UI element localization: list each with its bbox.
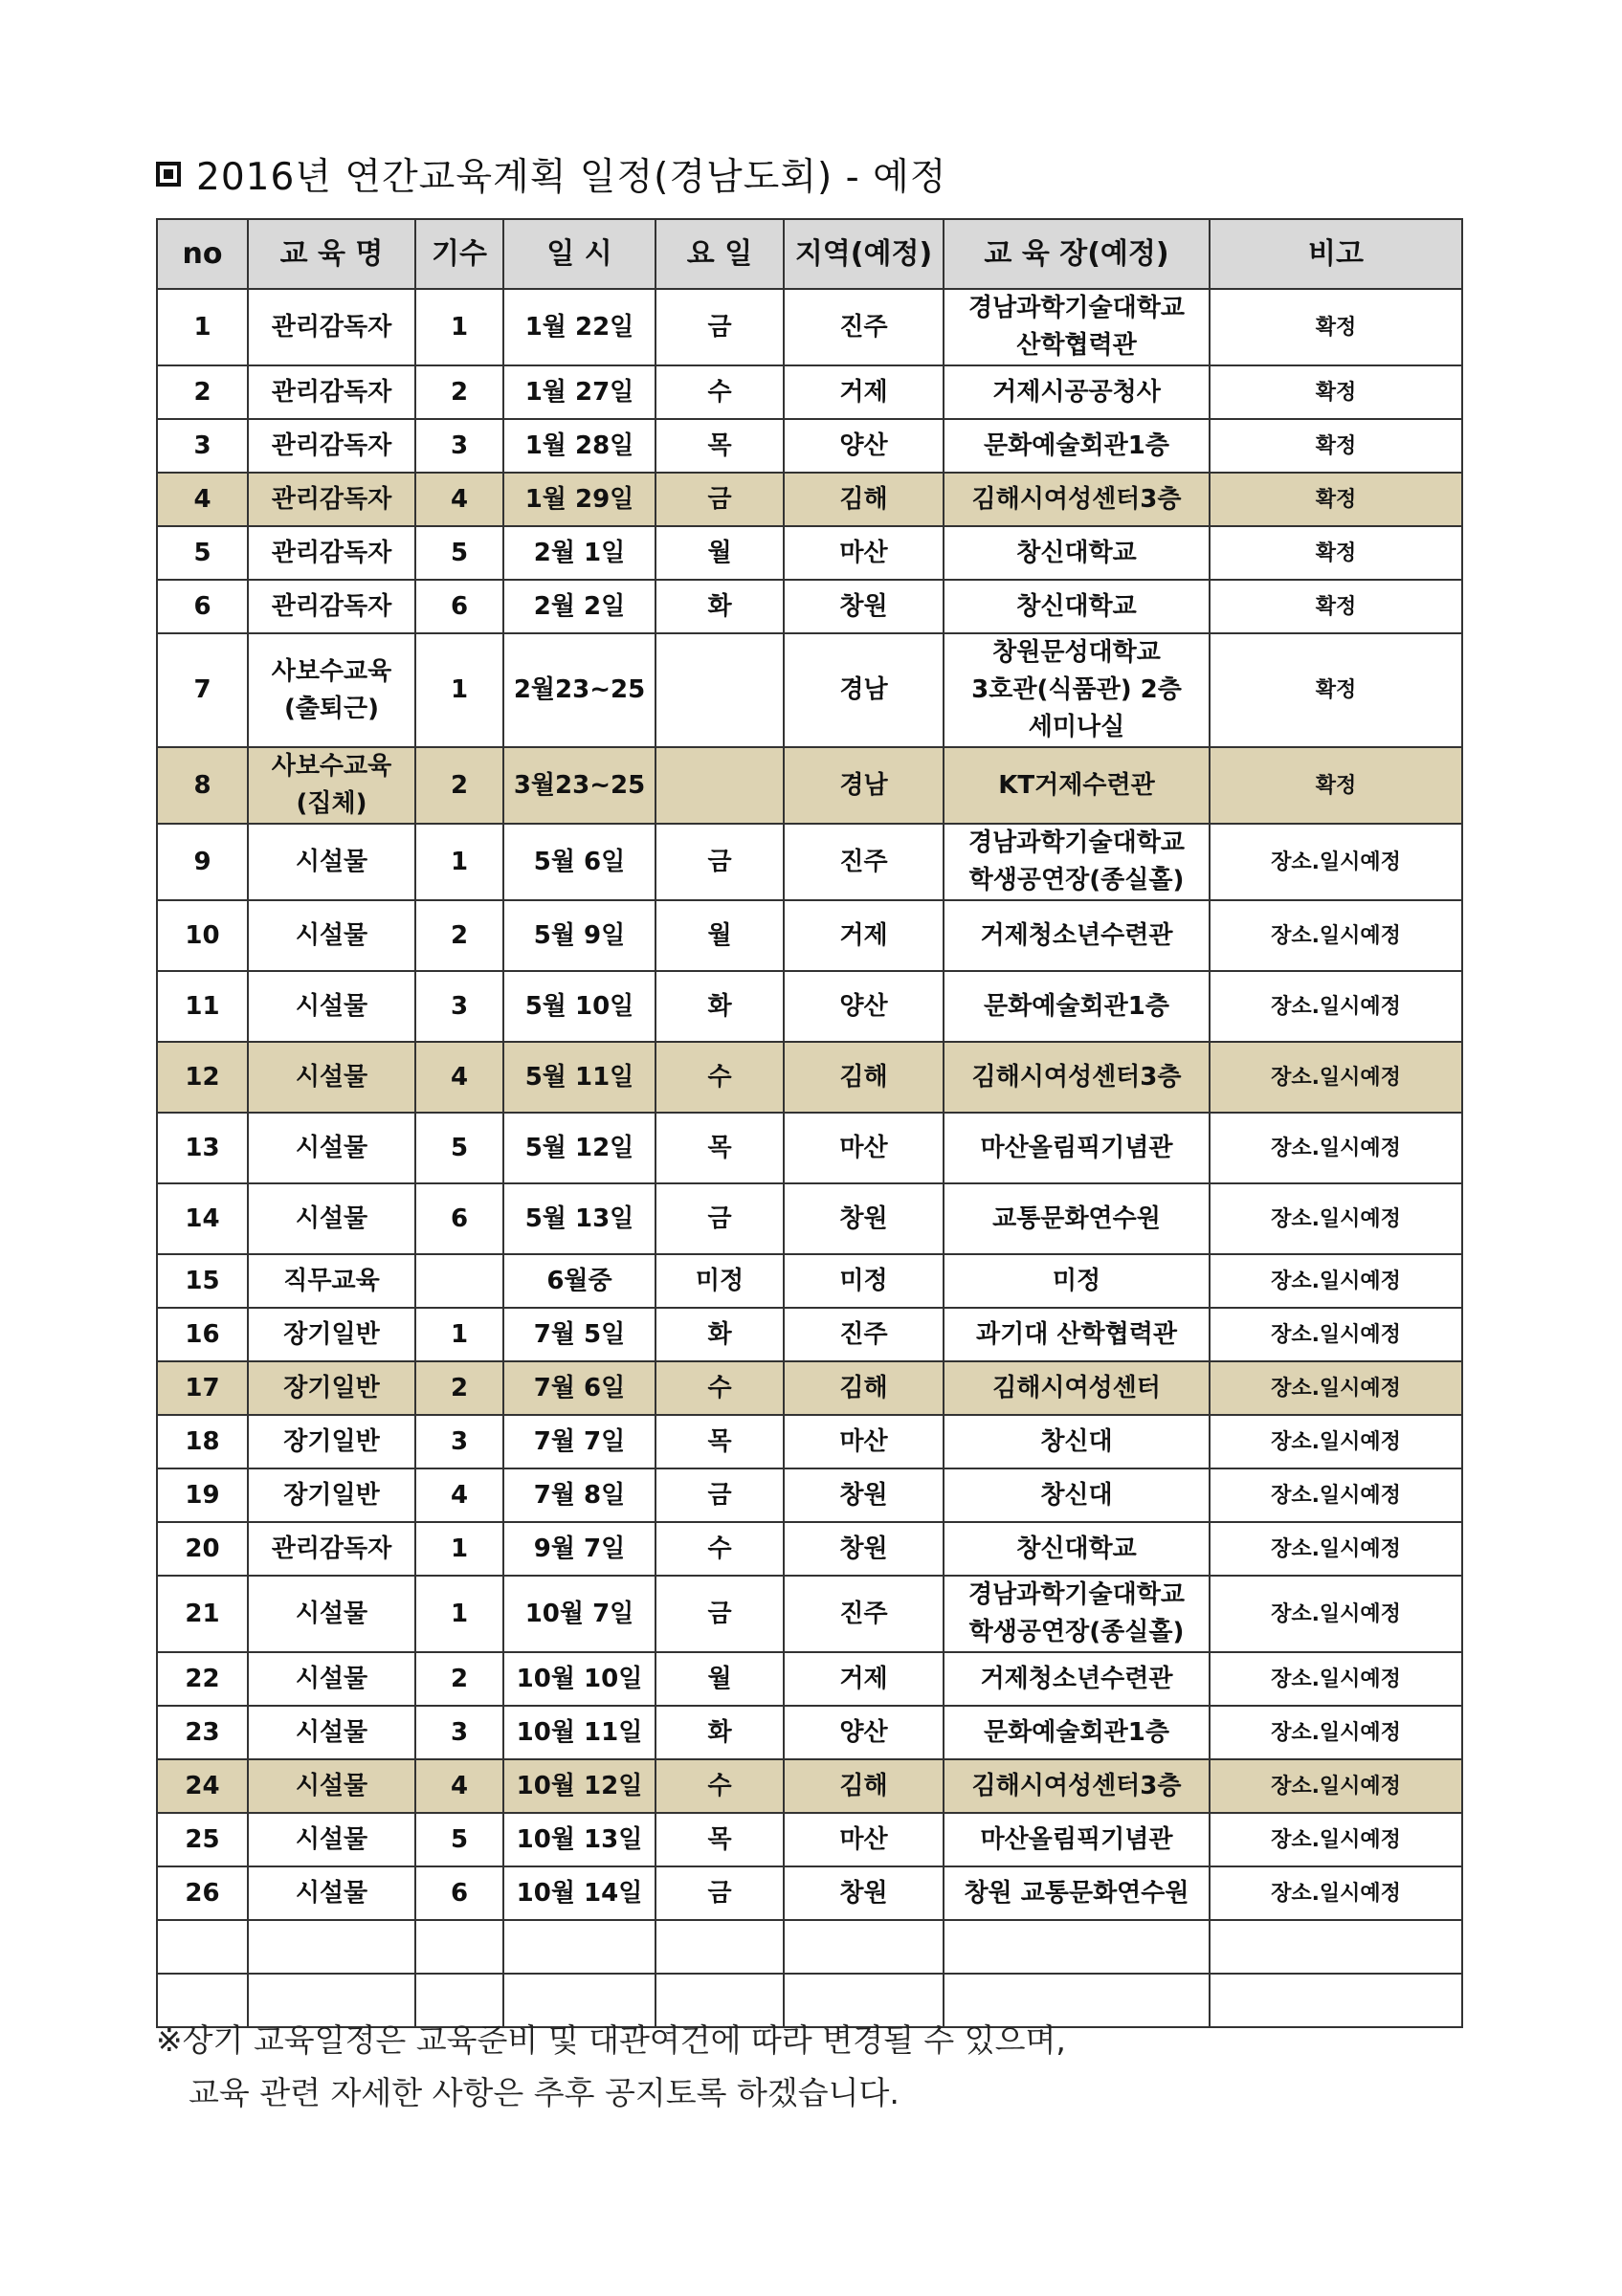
- row-region: 경남: [784, 633, 944, 747]
- row-note: 장소.일시예정: [1210, 1866, 1462, 1920]
- row-day: 금: [655, 1866, 784, 1920]
- row-no: 22: [157, 1652, 248, 1706]
- row-note: 확정: [1210, 365, 1462, 419]
- row-note: 장소.일시예정: [1210, 971, 1462, 1042]
- row-no: 2: [157, 365, 248, 419]
- row-day: 목: [655, 419, 784, 473]
- row-course-name: 장기일반: [248, 1468, 415, 1522]
- row-region: 경남: [784, 747, 944, 824]
- row-venue: 창신대학교: [944, 526, 1210, 580]
- header-venue: 교 육 장(예정): [944, 219, 1210, 289]
- row-note: 장소.일시예정: [1210, 1706, 1462, 1759]
- header-region: 지역(예정): [784, 219, 944, 289]
- page-title-text: 2016년 연간교육계획 일정(경남도회) - 예정: [196, 156, 947, 199]
- row-date: 3월23~25: [503, 747, 655, 824]
- row-venue: [944, 1920, 1210, 1974]
- row-note: 장소.일시예정: [1210, 824, 1462, 900]
- row-day: 수: [655, 1522, 784, 1576]
- row-no: 20: [157, 1522, 248, 1576]
- table-row: [157, 1183, 1462, 1254]
- row-session: 5: [415, 1813, 503, 1866]
- row-day: 금: [655, 824, 784, 900]
- table-row: [157, 526, 1462, 580]
- row-session: 1: [415, 633, 503, 747]
- row-note: 장소.일시예정: [1210, 1042, 1462, 1113]
- row-day: 수: [655, 365, 784, 419]
- row-no: 18: [157, 1415, 248, 1468]
- row-region: 거제: [784, 365, 944, 419]
- row-course-name: 시설물: [248, 1113, 415, 1183]
- header-day: 요 일: [655, 219, 784, 289]
- row-venue: 문화예술회관1층: [944, 419, 1210, 473]
- row-session: [415, 1254, 503, 1308]
- row-session: 6: [415, 1183, 503, 1254]
- row-day: 금: [655, 1468, 784, 1522]
- row-course-name: 시설물: [248, 1759, 415, 1813]
- row-note: 확정: [1210, 580, 1462, 633]
- row-region: 마산: [784, 1813, 944, 1866]
- row-region: 창원: [784, 580, 944, 633]
- table-row: [157, 289, 1462, 365]
- row-day: [655, 633, 784, 747]
- table-row: [157, 971, 1462, 1042]
- row-course-name: 관리감독자: [248, 1522, 415, 1576]
- row-date: 5월 13일: [503, 1183, 655, 1254]
- row-no: 13: [157, 1113, 248, 1183]
- schedule-table: [156, 218, 1463, 2028]
- row-session: 1: [415, 289, 503, 365]
- table-row: [157, 747, 1462, 824]
- row-venue: 경남과학기술대학교 산학협력관: [944, 289, 1210, 365]
- row-region: 김해: [784, 1361, 944, 1415]
- row-day: 수: [655, 1759, 784, 1813]
- row-session: 4: [415, 1759, 503, 1813]
- row-session: 3: [415, 419, 503, 473]
- table-row: [157, 419, 1462, 473]
- row-date: 9월 7일: [503, 1522, 655, 1576]
- table-row: [157, 1415, 1462, 1468]
- row-note: 장소.일시예정: [1210, 1113, 1462, 1183]
- row-session: 3: [415, 971, 503, 1042]
- row-venue: 미정: [944, 1254, 1210, 1308]
- row-venue: KT거제수련관: [944, 747, 1210, 824]
- header-note: 비고: [1210, 219, 1462, 289]
- row-course-name: 관리감독자: [248, 526, 415, 580]
- row-session: 6: [415, 1866, 503, 1920]
- row-no: 25: [157, 1813, 248, 1866]
- footnote-line-2: 교육 관련 자세한 사항은 추후 공지토록 하겠습니다.: [189, 2074, 900, 2111]
- row-session: 1: [415, 1308, 503, 1361]
- row-day: 화: [655, 971, 784, 1042]
- table-row: [157, 1813, 1462, 1866]
- row-venue: 문화예술회관1층: [944, 971, 1210, 1042]
- header-date: 일 시: [503, 219, 655, 289]
- row-no: 8: [157, 747, 248, 824]
- row-date: 5월 11일: [503, 1042, 655, 1113]
- table-row: [157, 900, 1462, 971]
- row-region: 창원: [784, 1866, 944, 1920]
- row-course-name: 시설물: [248, 1652, 415, 1706]
- row-no: [157, 1920, 248, 1974]
- row-date: 5월 12일: [503, 1113, 655, 1183]
- row-venue: 김해시여성센터3층: [944, 1759, 1210, 1813]
- row-no: 23: [157, 1706, 248, 1759]
- row-no: 7: [157, 633, 248, 747]
- square-bullet-icon: [156, 162, 181, 187]
- row-session: 2: [415, 747, 503, 824]
- row-venue: 창원 교통문화연수원: [944, 1866, 1210, 1920]
- header-course-name: 교 육 명: [248, 219, 415, 289]
- table-row: [157, 1920, 1462, 1974]
- row-date: 10월 10일: [503, 1652, 655, 1706]
- row-region: 거제: [784, 900, 944, 971]
- row-day: 금: [655, 473, 784, 526]
- row-venue: 마산올림픽기념관: [944, 1113, 1210, 1183]
- row-day: 금: [655, 289, 784, 365]
- row-region: 창원: [784, 1468, 944, 1522]
- row-region: 김해: [784, 1042, 944, 1113]
- row-note: 장소.일시예정: [1210, 1254, 1462, 1308]
- row-date: 1월 29일: [503, 473, 655, 526]
- row-no: 17: [157, 1361, 248, 1415]
- row-date: 10월 14일: [503, 1866, 655, 1920]
- table-row: [157, 1576, 1462, 1652]
- row-course-name: 장기일반: [248, 1415, 415, 1468]
- row-no: 19: [157, 1468, 248, 1522]
- row-course-name: 관리감독자: [248, 580, 415, 633]
- row-session: 2: [415, 1652, 503, 1706]
- row-no: 10: [157, 900, 248, 971]
- row-day: 월: [655, 900, 784, 971]
- row-venue: 김해시여성센터3층: [944, 1042, 1210, 1113]
- row-course-name: 시설물: [248, 1042, 415, 1113]
- row-course-name: 사보수교육 (출퇴근): [248, 633, 415, 747]
- row-date: 10월 13일: [503, 1813, 655, 1866]
- row-note: 확정: [1210, 419, 1462, 473]
- row-region: 마산: [784, 526, 944, 580]
- table-row: [157, 1652, 1462, 1706]
- row-day: 월: [655, 1652, 784, 1706]
- table-row: [157, 473, 1462, 526]
- row-day: 월: [655, 526, 784, 580]
- row-venue: 경남과학기술대학교 학생공연장(종실홀): [944, 1576, 1210, 1652]
- table-row: [157, 1522, 1462, 1576]
- row-date: 2월 1일: [503, 526, 655, 580]
- row-no: 21: [157, 1576, 248, 1652]
- row-course-name: 시설물: [248, 1706, 415, 1759]
- row-course-name: 시설물: [248, 971, 415, 1042]
- row-note: [1210, 1920, 1462, 1974]
- table-row: [157, 1468, 1462, 1522]
- row-no: 5: [157, 526, 248, 580]
- row-date: 5월 9일: [503, 900, 655, 971]
- row-region: 마산: [784, 1113, 944, 1183]
- row-no: 12: [157, 1042, 248, 1113]
- row-date: 7월 5일: [503, 1308, 655, 1361]
- row-date: 7월 7일: [503, 1415, 655, 1468]
- row-course-name: 시설물: [248, 1183, 415, 1254]
- footnote: [156, 2014, 1066, 2119]
- row-venue: 창신대학교: [944, 580, 1210, 633]
- row-course-name: 사보수교육 (집체): [248, 747, 415, 824]
- row-session: 4: [415, 1042, 503, 1113]
- row-session: [415, 1920, 503, 1974]
- row-course-name: 시설물: [248, 824, 415, 900]
- row-date: [503, 1920, 655, 1974]
- row-no: 11: [157, 971, 248, 1042]
- row-course-name: [248, 1920, 415, 1974]
- row-note: 확정: [1210, 747, 1462, 824]
- row-note: 장소.일시예정: [1210, 1652, 1462, 1706]
- header-no: no: [157, 219, 248, 289]
- footnote-line-1: ※상기 교육일정은 교육준비 및 대관여건에 따라 변경될 수 있으며,: [156, 2021, 1066, 2059]
- row-date: 1월 27일: [503, 365, 655, 419]
- row-session: 2: [415, 365, 503, 419]
- row-no: 15: [157, 1254, 248, 1308]
- row-no: 3: [157, 419, 248, 473]
- row-day: 수: [655, 1361, 784, 1415]
- row-date: 10월 7일: [503, 1576, 655, 1652]
- row-note: 장소.일시예정: [1210, 1468, 1462, 1522]
- row-venue: 창원문성대학교 3호관(식품관) 2층 세미나실: [944, 633, 1210, 747]
- row-course-name: 관리감독자: [248, 289, 415, 365]
- row-note: 장소.일시예정: [1210, 1759, 1462, 1813]
- row-region: 양산: [784, 419, 944, 473]
- table-row: [157, 1759, 1462, 1813]
- row-day: 금: [655, 1183, 784, 1254]
- row-region: 진주: [784, 289, 944, 365]
- row-date: 5월 6일: [503, 824, 655, 900]
- row-date: 6월중: [503, 1254, 655, 1308]
- row-venue: 창신대학교: [944, 1522, 1210, 1576]
- row-venue: 김해시여성센터: [944, 1361, 1210, 1415]
- row-day: 목: [655, 1113, 784, 1183]
- row-session: 2: [415, 1361, 503, 1415]
- table-row: [157, 365, 1462, 419]
- table-header-row: [157, 219, 1462, 289]
- row-course-name: 관리감독자: [248, 419, 415, 473]
- row-venue: 거제청소년수련관: [944, 1652, 1210, 1706]
- row-note: [1210, 1974, 1462, 2027]
- row-note: 확정: [1210, 526, 1462, 580]
- row-no: 26: [157, 1866, 248, 1920]
- row-course-name: 관리감독자: [248, 473, 415, 526]
- table-row: [157, 633, 1462, 747]
- table-row: [157, 1042, 1462, 1113]
- row-day: [655, 747, 784, 824]
- row-region: 창원: [784, 1522, 944, 1576]
- row-region: 마산: [784, 1415, 944, 1468]
- row-venue: 창신대: [944, 1468, 1210, 1522]
- row-venue: 교통문화연수원: [944, 1183, 1210, 1254]
- row-day: [655, 1920, 784, 1974]
- row-no: 24: [157, 1759, 248, 1813]
- table-row: [157, 1706, 1462, 1759]
- row-course-name: 장기일반: [248, 1308, 415, 1361]
- row-region: 양산: [784, 1706, 944, 1759]
- row-day: 화: [655, 1706, 784, 1759]
- table-row: [157, 1254, 1462, 1308]
- row-no: 16: [157, 1308, 248, 1361]
- row-course-name: 시설물: [248, 900, 415, 971]
- row-session: 4: [415, 1468, 503, 1522]
- row-region: [784, 1920, 944, 1974]
- row-venue: 거제시공공청사: [944, 365, 1210, 419]
- row-region: 김해: [784, 1759, 944, 1813]
- row-note: 확정: [1210, 633, 1462, 747]
- row-note: 장소.일시예정: [1210, 1522, 1462, 1576]
- row-no: 6: [157, 580, 248, 633]
- table-row: [157, 580, 1462, 633]
- row-no: 1: [157, 289, 248, 365]
- table-row: [157, 824, 1462, 900]
- row-no: 14: [157, 1183, 248, 1254]
- table-row: [157, 1113, 1462, 1183]
- row-venue: 마산올림픽기념관: [944, 1813, 1210, 1866]
- row-day: 금: [655, 1576, 784, 1652]
- row-course-name: 시설물: [248, 1576, 415, 1652]
- row-course-name: 장기일반: [248, 1361, 415, 1415]
- row-venue: 김해시여성센터3층: [944, 473, 1210, 526]
- row-region: 진주: [784, 824, 944, 900]
- row-region: 양산: [784, 971, 944, 1042]
- row-session: 1: [415, 1576, 503, 1652]
- row-date: 7월 6일: [503, 1361, 655, 1415]
- row-day: 화: [655, 580, 784, 633]
- row-day: 화: [655, 1308, 784, 1361]
- row-region: 창원: [784, 1183, 944, 1254]
- row-session: 5: [415, 526, 503, 580]
- row-day: 목: [655, 1813, 784, 1866]
- row-region: 거제: [784, 1652, 944, 1706]
- row-session: 6: [415, 580, 503, 633]
- row-session: 3: [415, 1706, 503, 1759]
- row-session: 1: [415, 824, 503, 900]
- row-date: 7월 8일: [503, 1468, 655, 1522]
- table-row: [157, 1866, 1462, 1920]
- row-session: 1: [415, 1522, 503, 1576]
- row-date: 1월 22일: [503, 289, 655, 365]
- row-venue: 과기대 산학협력관: [944, 1308, 1210, 1361]
- row-region: 미정: [784, 1254, 944, 1308]
- row-venue: 거제청소년수련관: [944, 900, 1210, 971]
- row-venue: 창신대: [944, 1415, 1210, 1468]
- page-title: [156, 145, 946, 203]
- row-session: 3: [415, 1415, 503, 1468]
- row-day: 수: [655, 1042, 784, 1113]
- row-day: 미정: [655, 1254, 784, 1308]
- row-note: 확정: [1210, 289, 1462, 365]
- row-note: 장소.일시예정: [1210, 1415, 1462, 1468]
- row-region: 진주: [784, 1308, 944, 1361]
- row-session: 4: [415, 473, 503, 526]
- row-course-name: 관리감독자: [248, 365, 415, 419]
- row-note: 장소.일시예정: [1210, 1361, 1462, 1415]
- row-note: 장소.일시예정: [1210, 1813, 1462, 1866]
- row-date: 10월 11일: [503, 1706, 655, 1759]
- row-note: 장소.일시예정: [1210, 1576, 1462, 1652]
- table-row: [157, 1308, 1462, 1361]
- row-course-name: 시설물: [248, 1866, 415, 1920]
- row-region: 김해: [784, 473, 944, 526]
- row-course-name: 직무교육: [248, 1254, 415, 1308]
- row-day: 목: [655, 1415, 784, 1468]
- row-date: 5월 10일: [503, 971, 655, 1042]
- row-session: 5: [415, 1113, 503, 1183]
- row-date: 1월 28일: [503, 419, 655, 473]
- row-venue: 경남과학기술대학교 학생공연장(종실홀): [944, 824, 1210, 900]
- table-row: [157, 1361, 1462, 1415]
- row-date: 10월 12일: [503, 1759, 655, 1813]
- row-no: 4: [157, 473, 248, 526]
- row-note: 장소.일시예정: [1210, 900, 1462, 971]
- row-region: 진주: [784, 1576, 944, 1652]
- row-date: 2월 2일: [503, 580, 655, 633]
- row-note: 장소.일시예정: [1210, 1183, 1462, 1254]
- row-venue: 문화예술회관1층: [944, 1706, 1210, 1759]
- row-course-name: 시설물: [248, 1813, 415, 1866]
- row-session: 2: [415, 900, 503, 971]
- row-note: 장소.일시예정: [1210, 1308, 1462, 1361]
- row-date: 2월23~25: [503, 633, 655, 747]
- row-note: 확정: [1210, 473, 1462, 526]
- header-session: 기수: [415, 219, 503, 289]
- row-no: 9: [157, 824, 248, 900]
